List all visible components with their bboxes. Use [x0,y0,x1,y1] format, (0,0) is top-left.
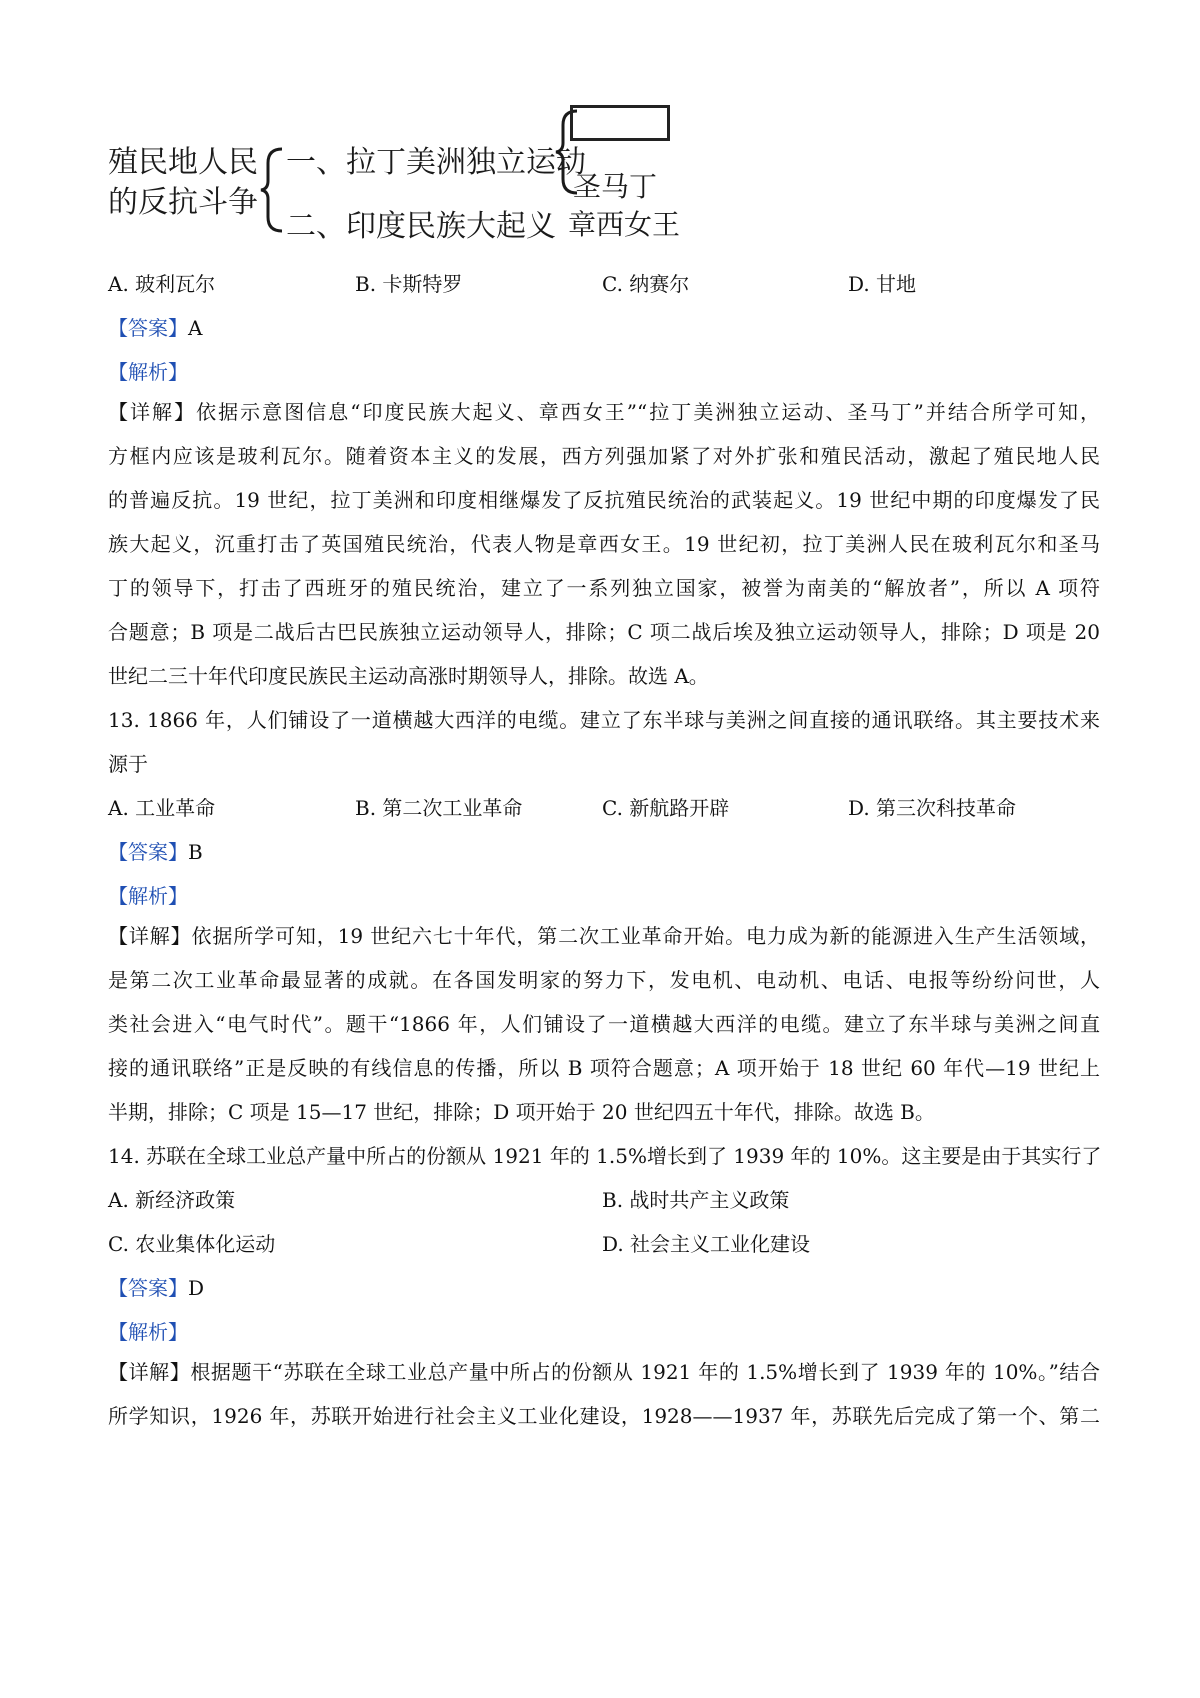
detail-line: 【详解】依据所学可知，19 世纪六七十年代，第二次工业革命开始。电力成为新的能源进入生产生活领域， [108,924,1100,948]
stem-line: 源于 [108,752,148,776]
answer-label: 【答案】 [108,840,188,864]
detail-line: 的普遍反抗。19 世纪，拉丁美洲和印度相继爆发了反抗殖民统治的武装起义。19 世纪中期的印度爆发了民 [108,488,1100,512]
diagram-root-line1: 殖民地人民 [108,145,258,180]
detail-line: 【详解】根据题干“苏联在全球工业总产量中所占的份额从 1921 年的 1.5%增长到了 1939 年的 10%。”结合 [108,1360,1100,1384]
q12-analysis-label: 【解析】 [108,360,188,384]
q14-option-c: C. 农业集体化运动 [108,1232,276,1256]
q14-answer [108,1272,1098,1301]
detail-line: 类社会进入“电气时代”。题干“1866 年，人们铺设了一道横越大西洋的电缆。建立了东半球与美洲之间直 [108,1012,1100,1036]
colonial-resistance-diagram [108,95,748,270]
detail-line: 族大起义，沉重打击了英国殖民统治，代表人物是章西女王。19 世纪初，拉丁美洲人民在玻利瓦尔和圣马 [108,532,1100,556]
diagram-branch-india: 二、印度民族大起义 [286,209,556,244]
detail-line: 方框内应该是玻利瓦尔。随着资本主义的发展，西方列强加紧了对外扩张和殖民活动，激起了殖民地人民 [108,444,1100,468]
diagram-blank-box [570,105,670,141]
q12-option-a: A. 玻利瓦尔 [108,272,216,296]
q12-option-b: B. 卡斯特罗 [355,272,463,296]
q14-option-a: A. 新经济政策 [108,1188,236,1212]
detail-line: 【详解】依据示意图信息“印度民族大起义、章西女王”“拉丁美洲独立运动、圣马丁”并结合所学可知， [108,400,1100,424]
detail-line: 接的通讯联络”正是反映的有线信息的传播，所以 B 项符合题意；A 项开始于 18 世纪 60 年代—19 世纪上 [108,1056,1100,1080]
q12-answer [108,312,1098,341]
diagram-branch-latin-america: 一、拉丁美洲独立运动 [286,145,586,180]
stem-line: 14. 苏联在全球工业总产量中所占的份额从 1921 年的 1.5%增长到了 1939 年的 10%。这主要是由于其实行了 [108,1144,1102,1168]
q13-option-b: B. 第二次工业革命 [355,796,523,820]
detail-line: 合题意；B 项是二战后古巴民族独立运动领导人，排除；C 项二战后埃及独立运动领导人，排除；D 项是 20 [108,620,1100,644]
diagram-leaf-san-martin: 圣马丁 [573,170,658,203]
q14-analysis-label: 【解析】 [108,1320,188,1344]
q14-option-b: B. 战时共产主义政策 [602,1188,790,1212]
detail-line: 丁的领导下，打击了西班牙的殖民统治，建立了一系列独立国家，被誉为南美的“解放者”，所以 A 项符 [108,576,1100,600]
left-brace-icon [258,145,288,235]
answer-value: A [188,316,203,340]
q14-stem [108,1134,1100,1178]
detail-line: 半期，排除；C 项是 15—17 世纪，排除；D 项开始于 20 世纪四五十年代，排除。故选 B。 [108,1100,935,1124]
detail-line: 世纪二三十年代印度民族民主运动高涨时期领导人，排除。故选 A。 [108,664,709,688]
q13-option-c: C. 新航路开辟 [602,796,730,820]
q13-option-d: D. 第三次科技革命 [848,796,1017,820]
q13-answer [108,836,1098,865]
diagram-leaf-rani: 章西女王 [568,208,681,241]
q14-detail [108,1350,1100,1438]
answer-value: B [188,840,203,864]
answer-label: 【答案】 [108,1276,188,1300]
detail-line: 是第二次工业革命最显著的成就。在各国发明家的努力下，发电机、电动机、电话、电报等纷纷问世，人 [108,968,1100,992]
q12-option-d: D. 甘地 [848,272,917,296]
q13-option-a: A. 工业革命 [108,796,216,820]
answer-value: D [188,1276,205,1300]
stem-line: 13. 1866 年，人们铺设了一道横越大西洋的电缆。建立了东半球与美洲之间直接的通讯联络。其主要技术来 [108,708,1100,732]
q13-stem [108,698,1100,786]
q14-option-d: D. 社会主义工业化建设 [602,1232,811,1256]
q12-option-c: C. 纳赛尔 [602,272,690,296]
diagram-root-line2: 的反抗斗争 [108,185,258,220]
detail-line: 所学知识，1926 年，苏联开始进行社会主义工业化建设，1928——1937 年，苏联先后完成了第一个、第二 [108,1404,1100,1428]
q13-detail [108,914,1100,1134]
answer-label: 【答案】 [108,316,188,340]
q12-detail [108,390,1100,698]
q13-analysis-label: 【解析】 [108,884,188,908]
